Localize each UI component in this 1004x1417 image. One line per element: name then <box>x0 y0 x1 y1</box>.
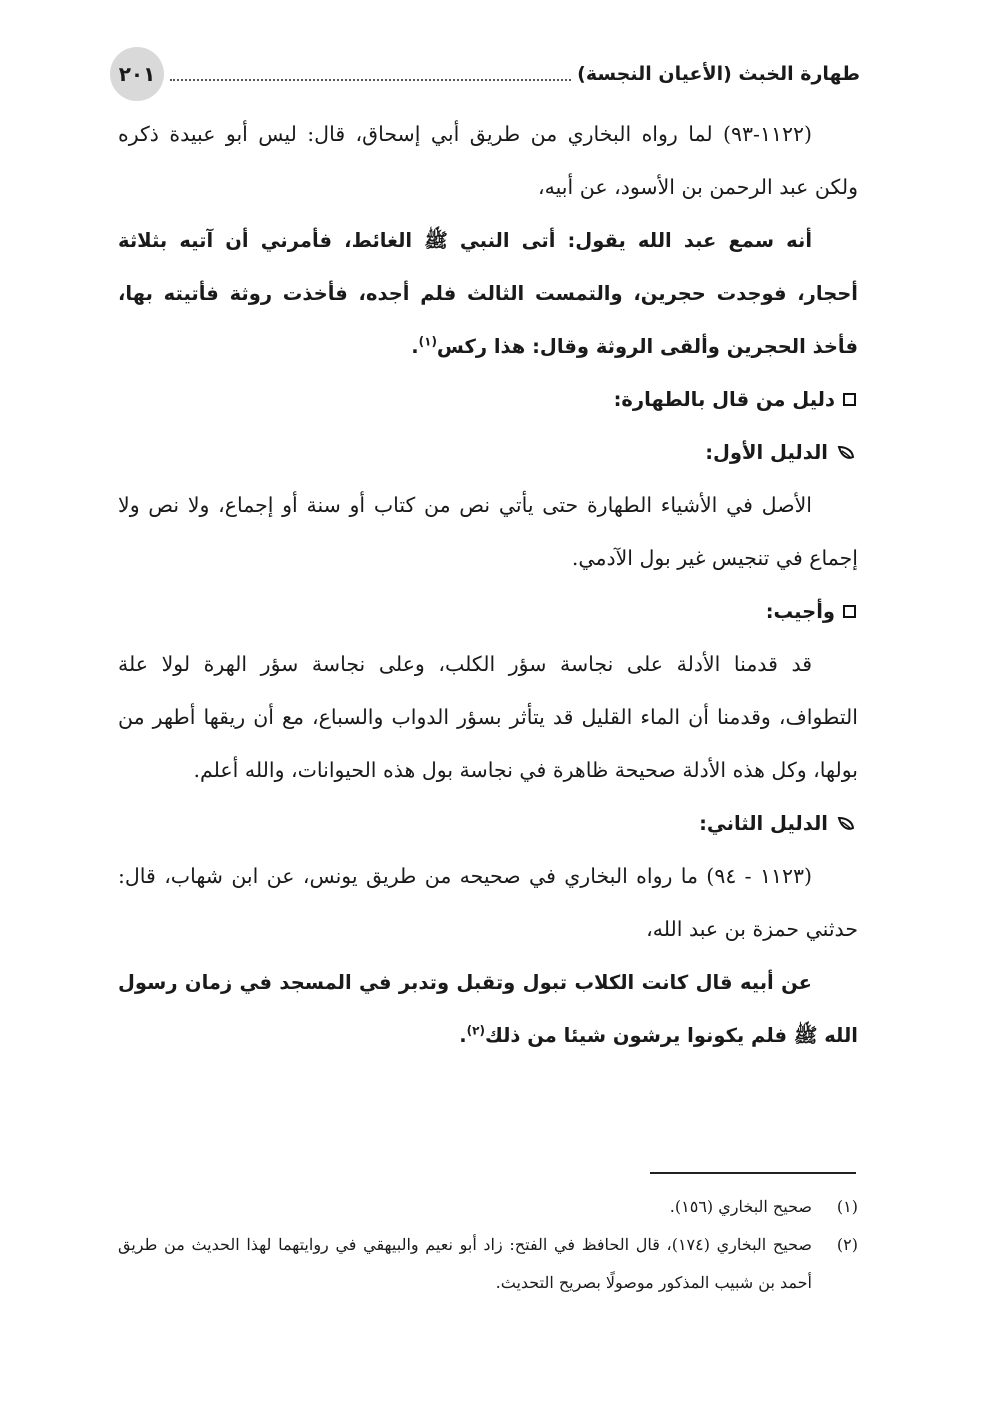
paragraph-first-evidence <box>118 479 858 585</box>
paragraph-text: (١١٢٣ - ٩٤) ما رواه البخاري في صحيحه من طريق يونس، عن ابن شهاب، قال: حدثني حمزة بن عبد الله، <box>118 864 858 941</box>
heading-response <box>118 585 858 638</box>
footnote-number: (١) <box>836 1197 858 1216</box>
heading-text: الدليل الأول: <box>705 441 828 464</box>
footnote-number: (٢) <box>836 1235 858 1254</box>
page-number: ٢٠١ <box>110 47 164 101</box>
checkbox-square-icon <box>843 393 856 406</box>
heading-first-evidence <box>118 426 858 479</box>
footnotes <box>118 1188 858 1302</box>
heading-text: وأجيب: <box>765 600 835 623</box>
footnote-separator <box>650 1172 856 1174</box>
sentence-end: . <box>411 335 419 358</box>
paragraph-hadith-text-2 <box>118 956 858 1062</box>
heading-text: دليل من قال بالطهارة: <box>613 388 835 411</box>
paragraph-text: الأصل في الأشياء الطهارة حتى يأتي نص من كتاب أو سنة أو إجماع، ولا نص ولا إجماع في تنجيس غير بول الآدمي. <box>118 493 858 570</box>
footnote-1 <box>118 1188 858 1226</box>
running-header <box>108 44 860 104</box>
header-dotted-leader <box>170 79 571 81</box>
paragraph-text: أنه سمع عبد الله يقول: أتى النبي ﷺ الغائط، فأمرني أن آتيه بثلاثة أحجار، فوجدت حجرين، والتمست الثالث فلم أجده، فأخذت روثة فأتيته بها، فأخذ الحجرين وألقى الروثة وقال: هذا ركس <box>118 229 858 358</box>
paragraph-text: (١١٢٢-٩٣) لما رواه البخاري من طريق أبي إسحاق، قال: ليس أبو عبيدة ذكره ولكن عبد الرحمن بن الأسود، عن أبيه، <box>118 122 858 199</box>
footnote-text: صحيح البخاري (١٧٤)، قال الحافظ في الفتح: زاد أبو نعيم والبيهقي في روايتهما لهذا الحديث من طريق أحمد بن شبيب المذكور موصولًا بصريح التحديث. <box>118 1235 812 1292</box>
heading-text: الدليل الثاني: <box>699 812 828 835</box>
leaf-ornament-icon <box>836 814 856 834</box>
running-title: طهارة الخبث (الأعيان النجسة) <box>577 63 860 85</box>
paragraph-text: عن أبيه قال كانت الكلاب تبول وتقبل وتدبر في المسجد في زمان رسول الله ﷺ فلم يكونوا يرشون شيئا من ذلك <box>118 971 858 1047</box>
footnote-ref-2[interactable]: (٢) <box>466 1023 485 1038</box>
paragraph-hadith-text-1 <box>118 214 858 373</box>
leaf-ornament-icon <box>836 443 856 463</box>
paragraph-hadith-intro-2 <box>118 850 858 956</box>
footnote-text: صحيح البخاري (١٥٦). <box>669 1197 812 1216</box>
sentence-end: . <box>459 1024 467 1047</box>
heading-purity-evidence <box>118 373 858 426</box>
footnote-2 <box>118 1226 858 1302</box>
checkbox-square-icon <box>843 605 856 618</box>
paragraph-hadith-intro-1 <box>118 108 858 214</box>
footnote-ref-1[interactable]: (١) <box>418 334 437 349</box>
heading-second-evidence <box>118 797 858 850</box>
paragraph-response <box>118 638 858 797</box>
main-text <box>118 108 858 1062</box>
paragraph-text: قد قدمنا الأدلة على نجاسة سؤر الكلب، وعلى نجاسة سؤر الهرة لولا علة التطواف، وقدمنا أن الماء القليل قد يتأثر بسؤر الدواب والسباع، مع أن ريقها أطهر من بولها، وكل هذه الأدلة صحيحة ظاهرة في نجاسة بول هذه الحيوانات، والله أعلم. <box>118 652 858 782</box>
